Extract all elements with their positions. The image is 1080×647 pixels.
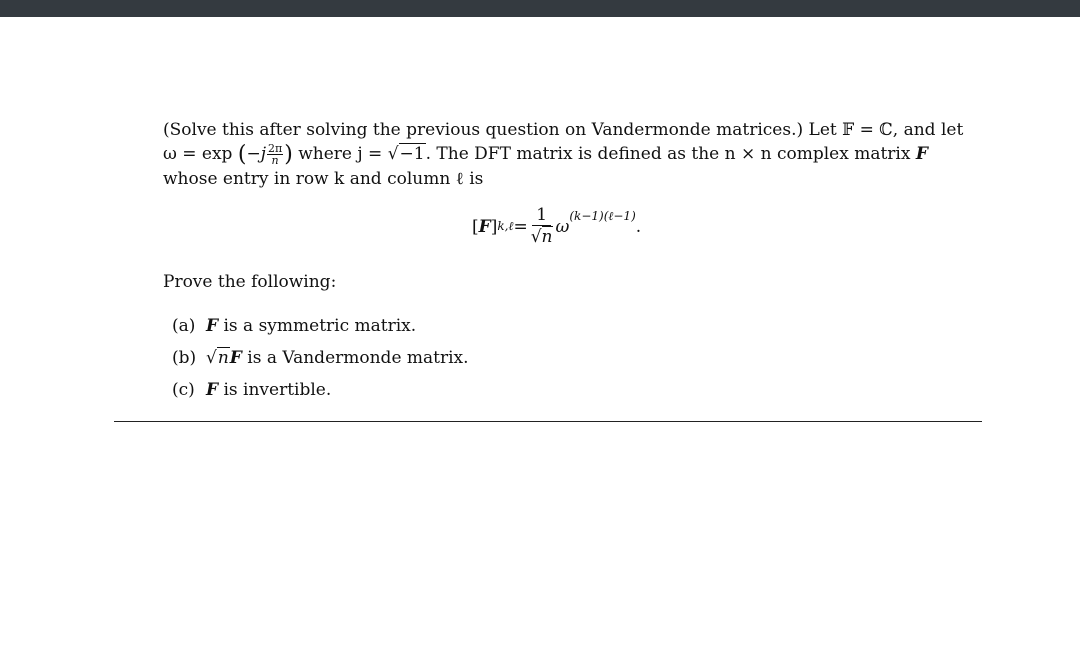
entry-description: whose entry in row k and column ℓ is — [163, 169, 484, 189]
part-label: (b) — [172, 348, 197, 368]
part-sqrt: √n — [206, 348, 229, 368]
formula-numerator: 1 — [532, 205, 551, 226]
dft-formula — [472, 205, 641, 248]
part-text: is a symmetric matrix. — [218, 316, 417, 336]
part-label: (c) — [172, 380, 195, 400]
part-label: (a) — [172, 316, 196, 336]
two-pi-over-n — [267, 143, 283, 166]
formula-denominator: √n — [530, 227, 553, 247]
formula-exponent: (k−1)(ℓ−1) — [569, 209, 636, 223]
formula-sqrt-arg: n — [541, 227, 553, 247]
prove-heading — [163, 272, 336, 292]
one-over-sqrt-n — [531, 205, 553, 248]
problem-line-2 — [163, 142, 983, 167]
part-text: is invertible. — [218, 380, 332, 400]
dft-definition-text: . The DFT matrix is defined as the n × n complex matrix — [425, 144, 911, 164]
omega-definition: ω = exp — [163, 144, 233, 164]
matrix-F-symbol: F — [915, 144, 928, 164]
problem-intro-text: (Solve this after solving the previous question on Vandermonde matrices.) Let 𝔽 = ℂ, and let — [163, 120, 964, 140]
part-a — [172, 314, 469, 346]
formula-period: . — [635, 216, 642, 237]
problem-statement — [163, 118, 983, 191]
problem-line-1 — [163, 118, 983, 142]
sqrt-arg: −1 — [399, 144, 425, 164]
frac-denominator: n — [271, 154, 279, 167]
part-text: is a Vandermonde matrix. — [241, 348, 469, 368]
right-paren: ) — [284, 142, 293, 167]
part-F: F — [206, 316, 219, 336]
part-sqrt-arg: n — [217, 348, 229, 368]
bracket-open: [ — [472, 216, 479, 237]
part-c — [172, 378, 469, 410]
part-F: F — [229, 348, 242, 368]
parts-list — [172, 314, 469, 410]
left-paren: ( — [237, 142, 247, 167]
prove-label: Prove the following: — [163, 272, 337, 292]
horizontal-rule — [114, 421, 982, 422]
equals-sign: = — [513, 216, 528, 237]
part-b — [172, 346, 469, 378]
where-j-text: where j = — [298, 144, 383, 164]
frac-numerator: 2π — [267, 142, 283, 155]
bracket-close: ] — [490, 216, 498, 237]
formula-subscript: k,ℓ — [497, 219, 514, 233]
formula-F: F — [478, 216, 491, 237]
problem-line-3 — [163, 167, 983, 191]
minus-j: −j — [246, 144, 266, 164]
part-F: F — [206, 380, 219, 400]
top-bar — [0, 0, 1080, 17]
sqrt-minus-one: √−1 — [387, 144, 425, 164]
formula-omega: ω — [555, 216, 570, 237]
